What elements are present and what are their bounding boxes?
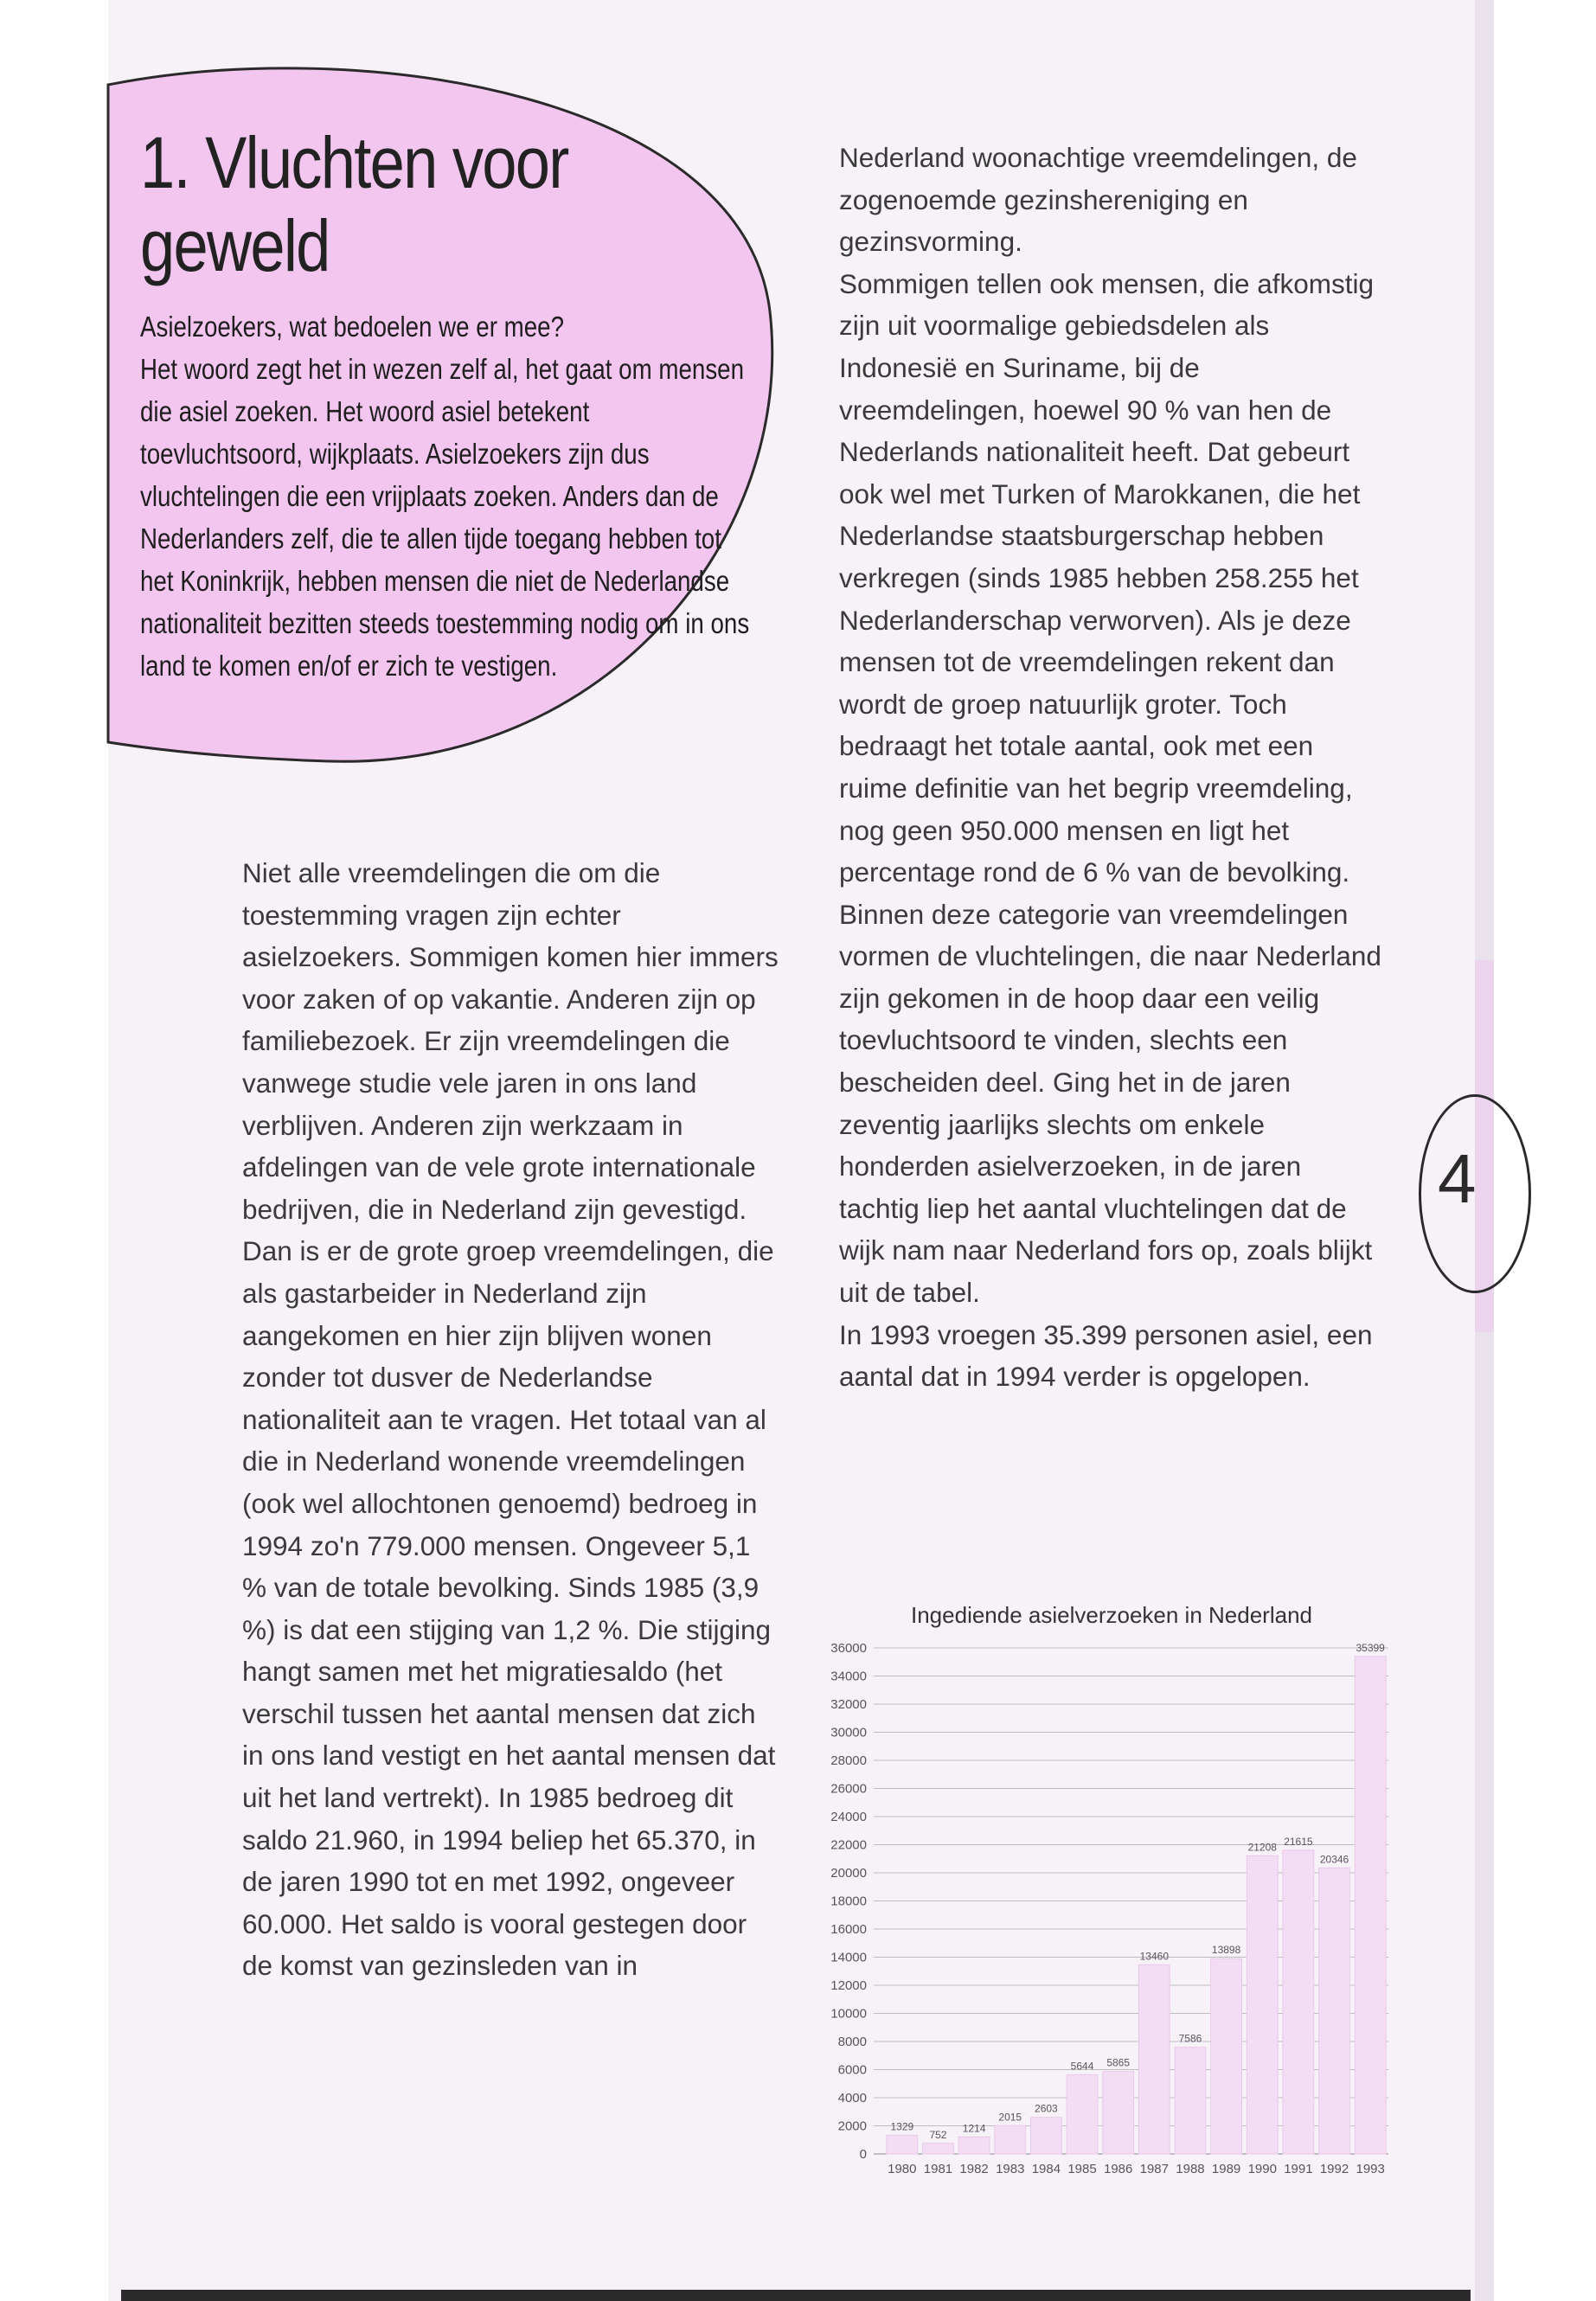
y-tick-label: 8000 — [837, 2035, 867, 2049]
bar — [1211, 1958, 1242, 2154]
y-tick-label: 34000 — [830, 1669, 867, 1684]
y-tick-label: 2000 — [837, 2118, 867, 2134]
bar — [1175, 2048, 1206, 2154]
bar-value-label: 13898 — [1211, 1944, 1241, 1957]
body-paragraph: Niet alle vreemdelingen die om die toestemming vragen zijn echter asielzoekers. Sommigen komen hier immers voor zaken of op vakantie. Anderen zijn op familiebezoek. Er zijn vreemdelingen die vanwege studie vele jaren in ons land verblijven. Anderen zijn werkzaam in afdelingen van de vele grote internationale bedrijven, die in Nederland zijn gevestigd. Dan is er de grote groep vreemdelingen, die als gastarbeider in Nederland zijn aangekomen en hier zijn blijven wonen zonder tot dusver de Nederlandse nationaliteit aan te vragen. Het totaal van al die in Nederland wonende vreemdelingen (ook wel allochtonen genoemd) bedroeg in 1994 zo'n 779.000 mensen. Ongeveer 5,1 % van de totale bevolking. Sinds 1985 (3,9 %) is dat een stijging van 1,2 %. Die stijging hangt samen met het migratiesaldo (het verschil tussen het aantal mensen dat zich in ons land vestigt en het aantal mensen dat uit het land vertrekt). In 1985 bedroeg dit saldo 21.960, in 1994 beliep het 65.370, in de jaren 1990 tot en met 1992, ongeveer 60.000. Het saldo is vooral gestegen door de komst van gezinsleden van in — [242, 857, 779, 1982]
x-tick-label: 1992 — [1319, 2162, 1349, 2176]
bar-value-label: 752 — [929, 2128, 947, 2141]
y-tick-label: 0 — [859, 2147, 867, 2162]
bar — [1103, 2072, 1134, 2154]
x-tick-label: 1982 — [959, 2162, 989, 2176]
y-tick-label: 10000 — [830, 2006, 867, 2022]
bar — [958, 2137, 990, 2154]
x-tick-label: 1985 — [1067, 2162, 1097, 2176]
chart-title: Ingediende asielverzoeken in Nederland — [911, 1602, 1312, 1628]
bar-value-label: 21208 — [1247, 1841, 1277, 1854]
x-tick-label: 1989 — [1211, 2162, 1241, 2176]
y-tick-label: 4000 — [837, 2091, 867, 2106]
x-tick-label: 1980 — [888, 2162, 917, 2176]
y-tick-label: 28000 — [830, 1753, 867, 1768]
bar-value-label: 2603 — [1035, 2102, 1058, 2115]
y-tick-label: 32000 — [830, 1697, 867, 1712]
body-paragraph: Nederland woonachtige vreemdelingen, de zogenoemde gezinshereniging en gezinsvorming. — [839, 142, 1357, 258]
y-tick-label: 18000 — [830, 1894, 867, 1909]
bar-value-label: 35399 — [1356, 1641, 1385, 1654]
bar — [1247, 1856, 1278, 2154]
body-paragraph: Binnen deze categorie van vreemdelingen vormen de vluchtelingen, die naar Nederland zijn gekomen in de hoop daar een veilig toevluchtsoord te vinden, slechts een bescheiden deel. Ging het in de jaren zeventig jaarlijks slechts om enkele honderden asielverzoeken, in de jaren tachtig liep het aantal vluchtelingen dat de wijk nam naar Nederland fors op, zoals blijkt uit de tabel. — [839, 898, 1381, 1309]
x-tick-label: 1990 — [1247, 2162, 1277, 2176]
bar-value-label: 13460 — [1139, 1950, 1170, 1963]
intro-text — [140, 305, 758, 687]
y-tick-label: 24000 — [830, 1810, 867, 1824]
intro-question: Asielzoekers, wat bedoelen we er mee? — [140, 311, 564, 343]
bar-value-label: 5865 — [1106, 2056, 1131, 2069]
y-tick-label: 36000 — [830, 1641, 867, 1656]
bar-value-label: 21615 — [1284, 1835, 1313, 1848]
y-tick-label: 12000 — [830, 1978, 867, 1993]
bar — [923, 2144, 954, 2154]
x-tick-label: 1983 — [996, 2162, 1025, 2176]
y-tick-label: 20000 — [830, 1866, 867, 1881]
x-tick-label: 1988 — [1176, 2162, 1205, 2176]
y-tick-label: 14000 — [830, 1950, 867, 1965]
bar-value-label: 1214 — [962, 2122, 986, 2135]
body-column-left — [242, 852, 779, 1987]
page-bottom-border — [121, 2290, 1471, 2301]
bar — [1138, 1965, 1170, 2154]
y-tick-label: 16000 — [830, 1922, 867, 1937]
x-tick-label: 1987 — [1139, 2162, 1170, 2176]
bar-value-label: 5644 — [1070, 2060, 1094, 2073]
bar — [1355, 1657, 1386, 2154]
x-tick-label: 1981 — [923, 2162, 953, 2176]
y-tick-label: 26000 — [830, 1781, 867, 1797]
bar — [995, 2125, 1026, 2154]
section-title: 1. Vluchten voor geweld — [140, 122, 568, 286]
intro-paragraph: Het woord zegt het in wezen zelf al, het gaat om mensen die asiel zoeken. Het woord asiel betekent toevluchtsoord, wijkplaats. Asielzoekers zijn dus vluchtelingen die een vrijplaats zoeken. Anders dan de Nederlanders zelf, die te allen tijde toegang hebben tot het Koninkrijk, hebben mensen die niet de Nederlandse nationaliteit bezitten steeds toestemming nodig om in ons land te komen en/of er zich te vestigen. — [140, 353, 750, 682]
bar-value-label: 2015 — [998, 2111, 1022, 2124]
x-tick-label: 1993 — [1356, 2162, 1385, 2176]
x-tick-label: 1986 — [1103, 2162, 1133, 2176]
bar-value-label: 7586 — [1178, 2032, 1202, 2045]
bar — [1030, 2118, 1061, 2154]
y-tick-label: 6000 — [837, 2062, 867, 2078]
x-tick-label: 1984 — [1031, 2162, 1061, 2176]
y-tick-label: 30000 — [830, 1725, 867, 1740]
body-paragraph: Sommigen tellen ook mensen, die afkomstig zijn uit voormalige gebiedsdelen als Indonesië en Suriname, bij de vreemdelingen, hoewel 90 % van hen de Nederlands nationaliteit heeft. Dat gebeurt ook wel met Turken of Marokkanen, die het Nederlandse staatsburgerschap hebben verkregen (sinds 1985 hebben 258.255 het Nederlanderschap verworven). Als je deze mensen tot de vreemdelingen rekent dan wordt de groep natuurlijk groter. Toch bedraagt het totale aantal, ook met een ruime definitie van het begrip vreemdeling, nog geen 950.000 mensen en ligt het percentage rond de 6 % van de bevolking. — [839, 267, 1375, 888]
chapter-number: 4 — [1438, 1140, 1477, 1217]
x-tick-label: 1991 — [1284, 2162, 1313, 2176]
bar — [887, 2135, 918, 2154]
body-paragraph: In 1993 vroegen 35.399 personen asiel, een aantal dat in 1994 verder is opgelopen. — [839, 1318, 1373, 1393]
bar — [1283, 1850, 1314, 2154]
bar-value-label: 20346 — [1319, 1853, 1349, 1866]
bar — [1319, 1868, 1350, 2154]
asylum-requests-chart — [813, 1592, 1401, 2197]
y-tick-label: 22000 — [830, 1837, 867, 1853]
bar-value-label: 1329 — [890, 2120, 914, 2133]
bar — [1067, 2074, 1098, 2154]
body-column-right — [839, 137, 1384, 1398]
